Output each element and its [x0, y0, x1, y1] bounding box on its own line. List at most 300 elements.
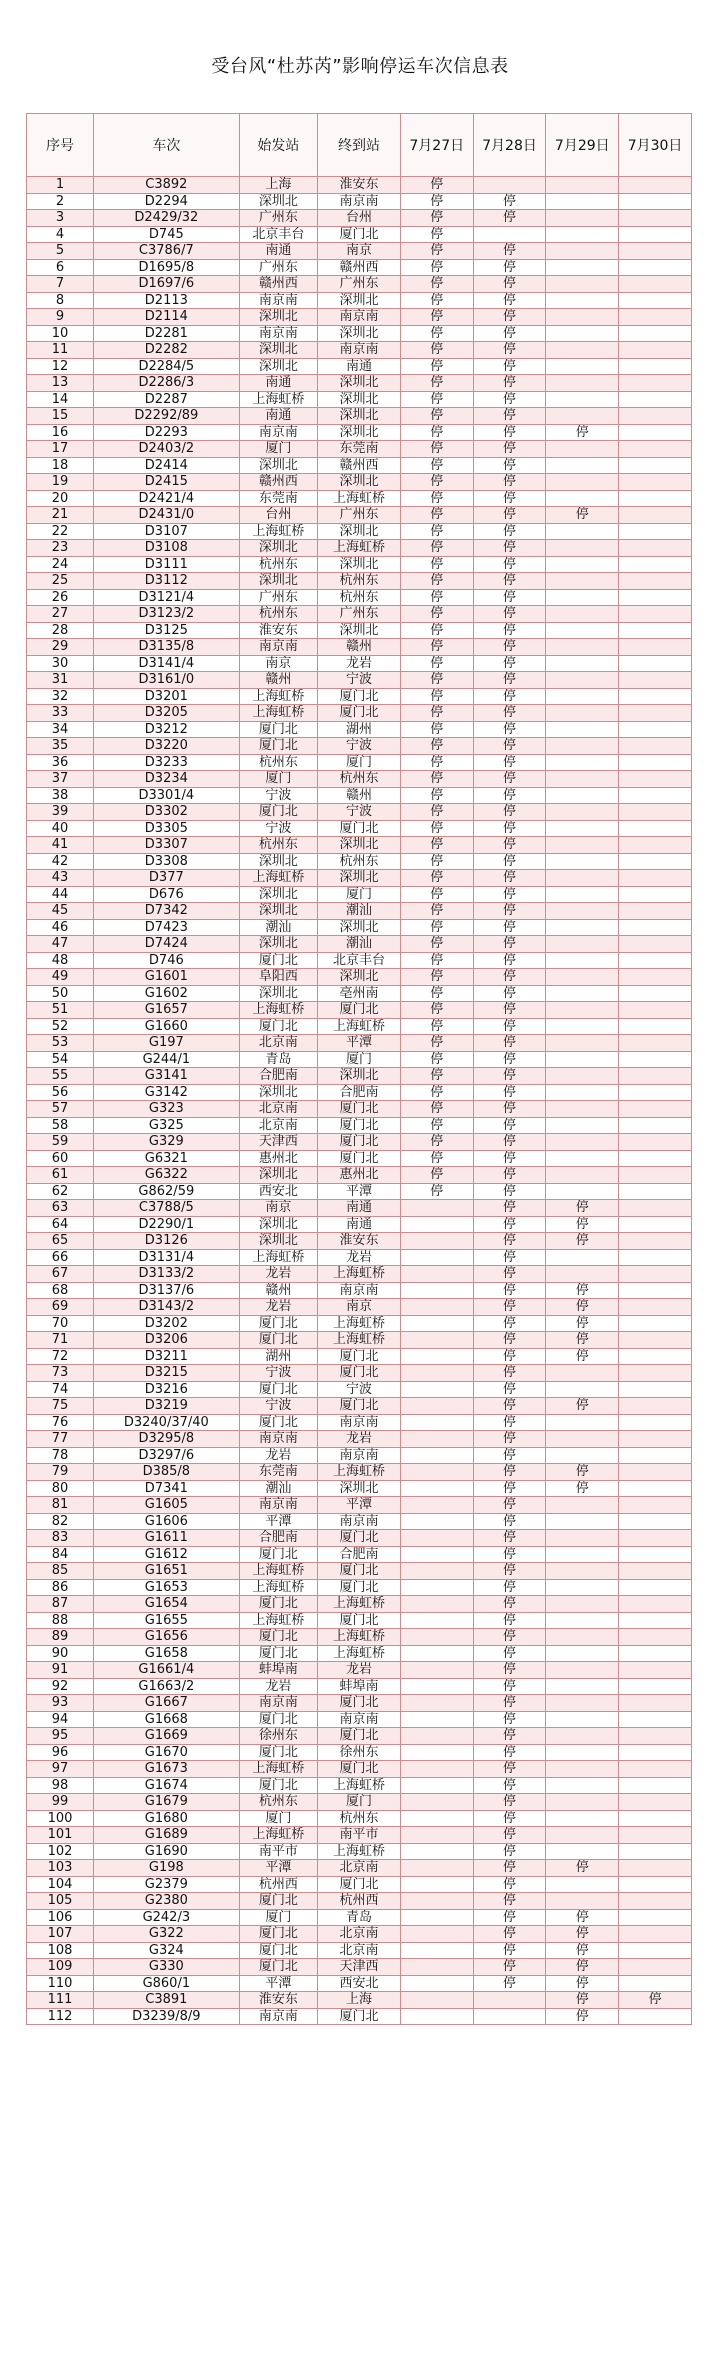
cell-jul28: 停 — [473, 1216, 546, 1233]
cell-jul30 — [619, 903, 692, 920]
cell-jul29 — [546, 358, 619, 375]
cell-jul29 — [546, 870, 619, 887]
cell-origin: 厦门北 — [239, 1926, 317, 1943]
cell-index: 54 — [27, 1051, 94, 1068]
cell-jul30 — [619, 1711, 692, 1728]
cell-jul30 — [619, 457, 692, 474]
cell-index: 79 — [27, 1464, 94, 1481]
cell-jul30 — [619, 1068, 692, 1085]
cell-jul30 — [619, 1134, 692, 1151]
cell-origin: 赣州 — [239, 672, 317, 689]
cell-train-number: D3161/0 — [94, 672, 240, 689]
table-row — [27, 672, 692, 689]
cell-train-number: D746 — [94, 952, 240, 969]
cell-jul30 — [619, 952, 692, 969]
cell-destination: 亳州南 — [318, 985, 401, 1002]
cell-train-number: D3205 — [94, 705, 240, 722]
cell-index: 64 — [27, 1216, 94, 1233]
cell-jul28: 停 — [473, 1200, 546, 1217]
table-row — [27, 1233, 692, 1250]
cell-origin: 厦门北 — [239, 1381, 317, 1398]
cell-jul28: 停 — [473, 424, 546, 441]
cell-train-number: G330 — [94, 1959, 240, 1976]
cell-origin: 深圳北 — [239, 573, 317, 590]
cell-train-number: G198 — [94, 1860, 240, 1877]
cell-train-number: C3891 — [94, 1992, 240, 2009]
table-row — [27, 754, 692, 771]
cell-jul27 — [400, 1777, 473, 1794]
cell-jul27: 停 — [400, 705, 473, 722]
cell-jul30 — [619, 1480, 692, 1497]
table-row — [27, 1810, 692, 1827]
cell-destination: 宁波 — [318, 804, 401, 821]
cell-destination: 北京丰台 — [318, 952, 401, 969]
cell-origin: 东莞南 — [239, 1464, 317, 1481]
cell-jul29 — [546, 886, 619, 903]
cell-origin: 杭州东 — [239, 1794, 317, 1811]
cell-train-number: G1605 — [94, 1497, 240, 1514]
cell-jul27 — [400, 1942, 473, 1959]
cell-train-number: D2431/0 — [94, 507, 240, 524]
cell-jul28: 停 — [473, 1018, 546, 1035]
cell-jul29: 停 — [546, 1315, 619, 1332]
cell-destination: 厦门 — [318, 1051, 401, 1068]
cell-jul29 — [546, 523, 619, 540]
cell-jul29 — [546, 969, 619, 986]
cell-origin: 阜阳西 — [239, 969, 317, 986]
cell-jul28: 停 — [473, 1695, 546, 1712]
cell-train-number: G3141 — [94, 1068, 240, 1085]
cell-jul27 — [400, 1315, 473, 1332]
cell-origin: 厦门北 — [239, 1893, 317, 1910]
cell-jul30 — [619, 490, 692, 507]
cell-jul28: 停 — [473, 919, 546, 936]
cell-destination: 南京南 — [318, 1447, 401, 1464]
cell-destination: 南京南 — [318, 342, 401, 359]
cell-origin: 青岛 — [239, 1051, 317, 1068]
cell-jul29 — [546, 210, 619, 227]
cell-train-number: D2421/4 — [94, 490, 240, 507]
cell-jul28 — [473, 226, 546, 243]
cell-jul28: 停 — [473, 738, 546, 755]
cell-index: 28 — [27, 622, 94, 639]
cell-jul29 — [546, 1183, 619, 1200]
cell-jul30 — [619, 1084, 692, 1101]
cell-origin: 深圳北 — [239, 342, 317, 359]
cell-jul28: 停 — [473, 1579, 546, 1596]
cell-destination: 宁波 — [318, 738, 401, 755]
cell-train-number: G1654 — [94, 1596, 240, 1613]
cell-jul27: 停 — [400, 540, 473, 557]
cell-train-number: D7423 — [94, 919, 240, 936]
cell-origin: 深圳北 — [239, 358, 317, 375]
cell-index: 110 — [27, 1975, 94, 1992]
cell-index: 107 — [27, 1926, 94, 1943]
cell-jul30 — [619, 573, 692, 590]
cell-train-number: D3111 — [94, 556, 240, 573]
cell-jul30 — [619, 870, 692, 887]
cell-index: 42 — [27, 853, 94, 870]
cell-train-number: D2415 — [94, 474, 240, 491]
cell-jul28: 停 — [473, 1926, 546, 1943]
table-row — [27, 1002, 692, 1019]
cell-jul28: 停 — [473, 408, 546, 425]
cell-destination: 赣州 — [318, 787, 401, 804]
cell-destination: 厦门北 — [318, 705, 401, 722]
cell-jul28: 停 — [473, 886, 546, 903]
table-row — [27, 1183, 692, 1200]
cell-origin: 上海虹桥 — [239, 1249, 317, 1266]
cell-index: 67 — [27, 1266, 94, 1283]
cell-destination: 厦门北 — [318, 1002, 401, 1019]
cell-jul30 — [619, 193, 692, 210]
cell-train-number: D3123/2 — [94, 606, 240, 623]
cell-jul28: 停 — [473, 1365, 546, 1382]
table-row — [27, 573, 692, 590]
cell-destination: 上海虹桥 — [318, 1843, 401, 1860]
cell-jul28: 停 — [473, 1447, 546, 1464]
cell-origin: 西安北 — [239, 1183, 317, 1200]
cell-train-number: D3133/2 — [94, 1266, 240, 1283]
cell-jul28: 停 — [473, 622, 546, 639]
cell-jul27 — [400, 1530, 473, 1547]
cell-jul29 — [546, 1662, 619, 1679]
cell-jul29 — [546, 919, 619, 936]
cell-index: 83 — [27, 1530, 94, 1547]
cell-jul30 — [619, 292, 692, 309]
cell-jul30 — [619, 1629, 692, 1646]
cell-origin: 南通 — [239, 243, 317, 260]
cell-origin: 深圳北 — [239, 309, 317, 326]
cell-jul27: 停 — [400, 276, 473, 293]
cell-jul27 — [400, 1876, 473, 1893]
cell-destination: 龙岩 — [318, 655, 401, 672]
cell-jul28: 停 — [473, 1315, 546, 1332]
cell-origin: 上海虹桥 — [239, 523, 317, 540]
cell-destination: 厦门北 — [318, 1117, 401, 1134]
table-row — [27, 1546, 692, 1563]
cell-destination: 东莞南 — [318, 441, 401, 458]
table-row — [27, 1711, 692, 1728]
table-row — [27, 721, 692, 738]
cell-origin: 北京南 — [239, 1117, 317, 1134]
cell-jul27: 停 — [400, 870, 473, 887]
cell-jul29 — [546, 391, 619, 408]
cell-jul28: 停 — [473, 705, 546, 722]
cell-origin: 宁波 — [239, 1365, 317, 1382]
cell-index: 48 — [27, 952, 94, 969]
cell-jul30 — [619, 1150, 692, 1167]
cell-jul28: 停 — [473, 655, 546, 672]
cell-jul28: 停 — [473, 1645, 546, 1662]
table-row — [27, 919, 692, 936]
table-row — [27, 1035, 692, 1052]
cell-jul29 — [546, 688, 619, 705]
cell-jul28: 停 — [473, 952, 546, 969]
cell-destination: 赣州西 — [318, 259, 401, 276]
cell-jul27: 停 — [400, 556, 473, 573]
cell-origin: 厦门北 — [239, 1332, 317, 1349]
cell-jul29 — [546, 1777, 619, 1794]
cell-jul28: 停 — [473, 391, 546, 408]
table-row — [27, 358, 692, 375]
cell-jul30 — [619, 1662, 692, 1679]
cell-origin: 杭州东 — [239, 556, 317, 573]
cell-index: 46 — [27, 919, 94, 936]
cell-train-number: D3108 — [94, 540, 240, 557]
cell-destination: 深圳北 — [318, 391, 401, 408]
cell-origin: 北京丰台 — [239, 226, 317, 243]
table-row — [27, 1629, 692, 1646]
cell-jul30 — [619, 1497, 692, 1514]
cell-index: 16 — [27, 424, 94, 441]
cell-jul29: 停 — [546, 1480, 619, 1497]
cell-train-number: D7342 — [94, 903, 240, 920]
cell-origin: 厦门北 — [239, 804, 317, 821]
cell-destination: 厦门北 — [318, 1365, 401, 1382]
cell-index: 4 — [27, 226, 94, 243]
cell-index: 13 — [27, 375, 94, 392]
cell-index: 47 — [27, 936, 94, 953]
col-header-index: 序号 — [27, 114, 94, 177]
cell-train-number: C3788/5 — [94, 1200, 240, 1217]
cell-jul29 — [546, 325, 619, 342]
cell-jul27: 停 — [400, 771, 473, 788]
cell-train-number: D3216 — [94, 1381, 240, 1398]
cell-jul29 — [546, 474, 619, 491]
cell-jul27: 停 — [400, 886, 473, 903]
cell-destination: 南京南 — [318, 1711, 401, 1728]
cell-origin: 南通 — [239, 408, 317, 425]
cell-origin: 深圳北 — [239, 985, 317, 1002]
cell-jul28: 停 — [473, 1563, 546, 1580]
cell-jul28: 停 — [473, 1777, 546, 1794]
cell-jul29 — [546, 1695, 619, 1712]
cell-origin: 上海 — [239, 177, 317, 194]
cell-jul30 — [619, 1926, 692, 1943]
cell-origin: 潮汕 — [239, 919, 317, 936]
cell-jul28: 停 — [473, 688, 546, 705]
cell-jul29: 停 — [546, 1975, 619, 1992]
cell-jul29: 停 — [546, 1299, 619, 1316]
cell-destination: 厦门北 — [318, 1876, 401, 1893]
cell-destination: 厦门北 — [318, 1398, 401, 1415]
cell-jul28 — [473, 177, 546, 194]
cell-jul29 — [546, 1728, 619, 1745]
cell-train-number: G323 — [94, 1101, 240, 1118]
cell-jul28 — [473, 1992, 546, 2009]
table-row — [27, 375, 692, 392]
cell-jul29 — [546, 705, 619, 722]
cell-jul27 — [400, 1761, 473, 1778]
cell-jul30 — [619, 1101, 692, 1118]
cell-destination: 深圳北 — [318, 375, 401, 392]
table-row — [27, 193, 692, 210]
col-header-jul28: 7月28日 — [473, 114, 546, 177]
table-row — [27, 1612, 692, 1629]
cell-index: 62 — [27, 1183, 94, 1200]
table-row — [27, 903, 692, 920]
col-header-destination: 终到站 — [318, 114, 401, 177]
cell-jul27: 停 — [400, 573, 473, 590]
table-row — [27, 1843, 692, 1860]
cell-jul29 — [546, 1711, 619, 1728]
cell-origin: 厦门北 — [239, 952, 317, 969]
cell-jul27 — [400, 1398, 473, 1415]
cell-jul29 — [546, 738, 619, 755]
cell-origin: 上海虹桥 — [239, 870, 317, 887]
cell-origin: 厦门北 — [239, 1546, 317, 1563]
col-header-train: 车次 — [94, 114, 240, 177]
table-row — [27, 1563, 692, 1580]
cell-jul29 — [546, 985, 619, 1002]
cell-jul27 — [400, 1579, 473, 1596]
cell-index: 105 — [27, 1893, 94, 1910]
cell-train-number: D3307 — [94, 837, 240, 854]
cell-jul27 — [400, 1810, 473, 1827]
cell-jul27: 停 — [400, 292, 473, 309]
cell-jul29 — [546, 1761, 619, 1778]
cell-index: 18 — [27, 457, 94, 474]
cell-index: 65 — [27, 1233, 94, 1250]
cell-destination: 厦门北 — [318, 688, 401, 705]
cell-jul30 — [619, 820, 692, 837]
cell-train-number: D3220 — [94, 738, 240, 755]
cell-jul28: 停 — [473, 1183, 546, 1200]
cell-destination: 南京南 — [318, 1513, 401, 1530]
cell-jul30 — [619, 589, 692, 606]
cell-origin: 厦门北 — [239, 1959, 317, 1976]
cell-jul27: 停 — [400, 672, 473, 689]
cell-train-number: D3301/4 — [94, 787, 240, 804]
cell-jul29 — [546, 243, 619, 260]
cell-jul30 — [619, 1018, 692, 1035]
cell-destination: 南京南 — [318, 1414, 401, 1431]
cell-jul28: 停 — [473, 375, 546, 392]
cell-jul27: 停 — [400, 507, 473, 524]
cell-jul29: 停 — [546, 1332, 619, 1349]
cell-destination: 深圳北 — [318, 1068, 401, 1085]
cell-index: 9 — [27, 309, 94, 326]
cell-jul30 — [619, 1744, 692, 1761]
cell-jul29 — [546, 1266, 619, 1283]
cell-index: 58 — [27, 1117, 94, 1134]
cell-jul30 — [619, 919, 692, 936]
cell-index: 94 — [27, 1711, 94, 1728]
table-row — [27, 474, 692, 491]
cell-index: 97 — [27, 1761, 94, 1778]
cell-jul27: 停 — [400, 1101, 473, 1118]
cell-jul29 — [546, 1134, 619, 1151]
cell-jul27 — [400, 1365, 473, 1382]
cell-jul30 — [619, 1530, 692, 1547]
cell-index: 102 — [27, 1843, 94, 1860]
cell-jul30 — [619, 1761, 692, 1778]
cell-destination: 深圳北 — [318, 969, 401, 986]
table-row — [27, 1398, 692, 1415]
cell-destination: 上海虹桥 — [318, 1464, 401, 1481]
cell-origin: 厦门北 — [239, 1711, 317, 1728]
cell-jul27 — [400, 1414, 473, 1431]
cell-destination: 南通 — [318, 1200, 401, 1217]
cell-jul28: 停 — [473, 1513, 546, 1530]
cell-jul27 — [400, 1200, 473, 1217]
cell-train-number: D2282 — [94, 342, 240, 359]
cell-jul28 — [473, 2008, 546, 2025]
cell-origin: 厦门北 — [239, 721, 317, 738]
cell-origin: 平潭 — [239, 1513, 317, 1530]
table-row — [27, 787, 692, 804]
cell-index: 44 — [27, 886, 94, 903]
cell-origin: 南京 — [239, 1200, 317, 1217]
cell-destination: 厦门北 — [318, 1728, 401, 1745]
cell-jul28: 停 — [473, 1348, 546, 1365]
cell-jul28: 停 — [473, 1134, 546, 1151]
cell-origin: 龙岩 — [239, 1266, 317, 1283]
cell-jul27 — [400, 1645, 473, 1662]
cell-jul29: 停 — [546, 424, 619, 441]
cell-origin: 深圳北 — [239, 886, 317, 903]
cell-origin: 南通 — [239, 375, 317, 392]
cell-train-number: D7341 — [94, 1480, 240, 1497]
cell-index: 20 — [27, 490, 94, 507]
cell-jul30 — [619, 1365, 692, 1382]
cell-destination: 深圳北 — [318, 919, 401, 936]
cell-train-number: G1667 — [94, 1695, 240, 1712]
cell-jul28: 停 — [473, 1761, 546, 1778]
cell-jul29 — [546, 639, 619, 656]
cell-jul29: 停 — [546, 1398, 619, 1415]
cell-index: 6 — [27, 259, 94, 276]
cell-train-number: D377 — [94, 870, 240, 887]
cell-origin: 天津西 — [239, 1134, 317, 1151]
cell-origin: 龙岩 — [239, 1678, 317, 1695]
cell-destination: 龙岩 — [318, 1662, 401, 1679]
cell-jul30 — [619, 1794, 692, 1811]
cell-jul27: 停 — [400, 1134, 473, 1151]
cell-index: 99 — [27, 1794, 94, 1811]
cell-origin: 南京南 — [239, 639, 317, 656]
cell-index: 60 — [27, 1150, 94, 1167]
cell-jul29 — [546, 292, 619, 309]
cell-jul30 — [619, 556, 692, 573]
cell-destination: 天津西 — [318, 1959, 401, 1976]
cell-jul28: 停 — [473, 1299, 546, 1316]
cell-destination: 厦门北 — [318, 1348, 401, 1365]
cell-jul27: 停 — [400, 1002, 473, 1019]
cell-jul29 — [546, 556, 619, 573]
cell-train-number: G3142 — [94, 1084, 240, 1101]
cell-jul29 — [546, 1612, 619, 1629]
cell-origin: 宁波 — [239, 787, 317, 804]
cell-destination: 杭州西 — [318, 1893, 401, 1910]
cell-jul29 — [546, 1084, 619, 1101]
cell-train-number: G1611 — [94, 1530, 240, 1547]
cell-origin: 东莞南 — [239, 490, 317, 507]
cell-jul28: 停 — [473, 523, 546, 540]
cell-origin: 厦门北 — [239, 1596, 317, 1613]
cell-train-number: D3308 — [94, 853, 240, 870]
cell-jul29: 停 — [546, 1959, 619, 1976]
cell-jul29 — [546, 1810, 619, 1827]
cell-jul28: 停 — [473, 1975, 546, 1992]
cell-jul30 — [619, 1002, 692, 1019]
cell-jul27: 停 — [400, 1150, 473, 1167]
cell-jul30 — [619, 1843, 692, 1860]
cell-index: 51 — [27, 1002, 94, 1019]
cell-destination: 淮安东 — [318, 1233, 401, 1250]
cell-train-number: C3786/7 — [94, 243, 240, 260]
